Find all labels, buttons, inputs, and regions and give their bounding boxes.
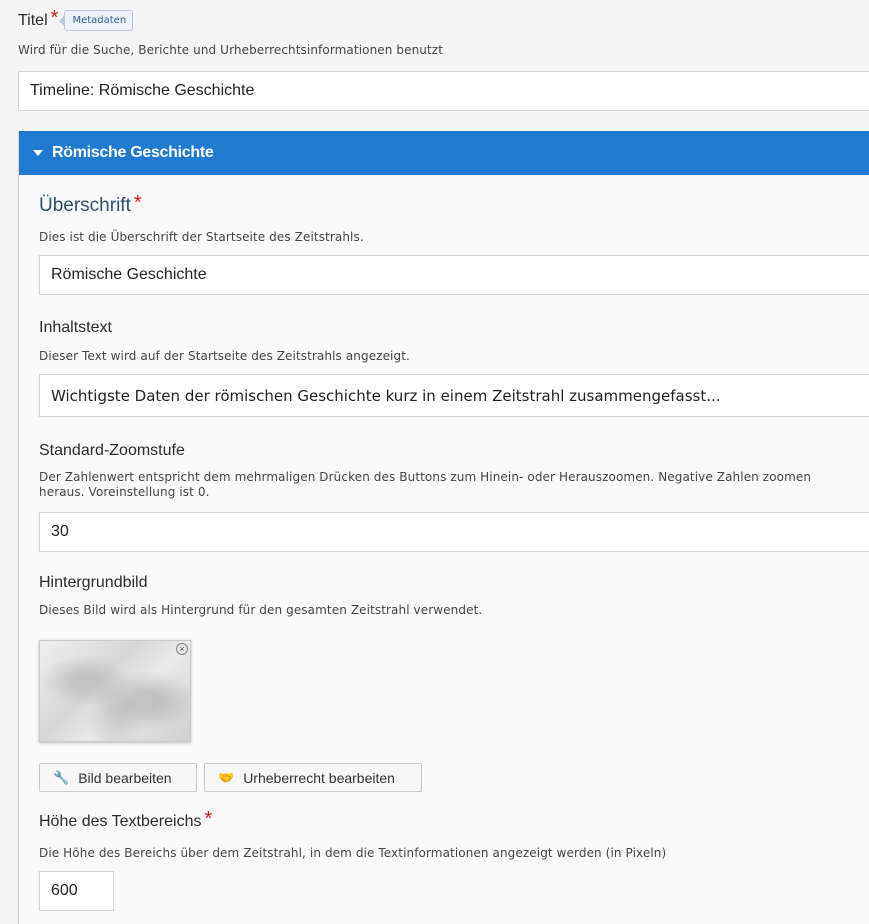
title-input[interactable]: Timeline: Römische Geschichte <box>18 71 869 111</box>
text-height-description: Die Höhe des Bereichs über dem Zeitstrahl, in dem die Textinformationen angezeigt werden (in Pixeln) <box>39 846 667 860</box>
required-mark: * <box>50 6 59 29</box>
text-height-label-row <box>39 808 213 832</box>
panel-title: Römische Geschichte <box>52 144 214 161</box>
heading-label: Überschrift <box>39 195 131 216</box>
intro-label: Inhaltstext <box>39 319 112 336</box>
edit-copyright-button[interactable] <box>204 763 422 792</box>
metadata-button[interactable]: Metadaten <box>64 10 133 31</box>
edit-image-label: Bild bearbeiten <box>78 769 172 786</box>
edit-image-button[interactable] <box>39 763 197 792</box>
edit-copyright-label: Urheberrecht bearbeiten <box>243 769 395 786</box>
heading-input[interactable]: Römische Geschichte <box>39 255 869 295</box>
collapse-triangle-icon <box>33 150 43 156</box>
intro-text-input[interactable]: Wichtigste Daten der römischen Geschichte kurz in einem Zeitstrahl zusammengefasst... <box>39 374 869 417</box>
zoom-input[interactable]: 30 <box>39 512 869 552</box>
background-label: Hintergrundbild <box>39 574 148 591</box>
wrench-icon: 🔧 <box>53 769 70 785</box>
title-section <box>18 6 869 57</box>
text-height-label: Höhe des Textbereichs <box>39 813 202 830</box>
text-height-input[interactable]: 600 <box>39 871 114 911</box>
heading-description: Dies ist die Überschrift der Startseite des Zeitstrahls. <box>39 230 364 244</box>
remove-image-close-icon[interactable]: × <box>176 643 188 655</box>
title-description: Wird für die Suche, Berichte und Urheberrechtsinformationen benutzt <box>18 43 443 57</box>
background-description: Dieses Bild wird als Hintergrund für den gesamten Zeitstrahl verwendet. <box>39 603 483 617</box>
zoom-description: Der Zahlenwert entspricht dem mehrmaligen Drücken des Buttons zum Hinein- oder Herauszoomen. Negative Zahlen zoomen heraus. Voreinstellung ist 0. <box>39 470 812 499</box>
background-image-thumbnail[interactable] <box>39 640 191 742</box>
panel-header[interactable] <box>19 131 869 175</box>
heading-label-row <box>39 192 142 217</box>
intro-description: Dieser Text wird auf der Startseite des Zeitstrahls angezeigt. <box>39 349 410 363</box>
zoom-label: Standard-Zoomstufe <box>39 442 185 459</box>
handshake-icon: 🤝 <box>218 769 235 785</box>
timeline-panel <box>18 131 869 924</box>
required-mark: * <box>204 808 213 830</box>
required-mark: * <box>133 192 142 214</box>
title-label: Titel <box>18 11 48 29</box>
